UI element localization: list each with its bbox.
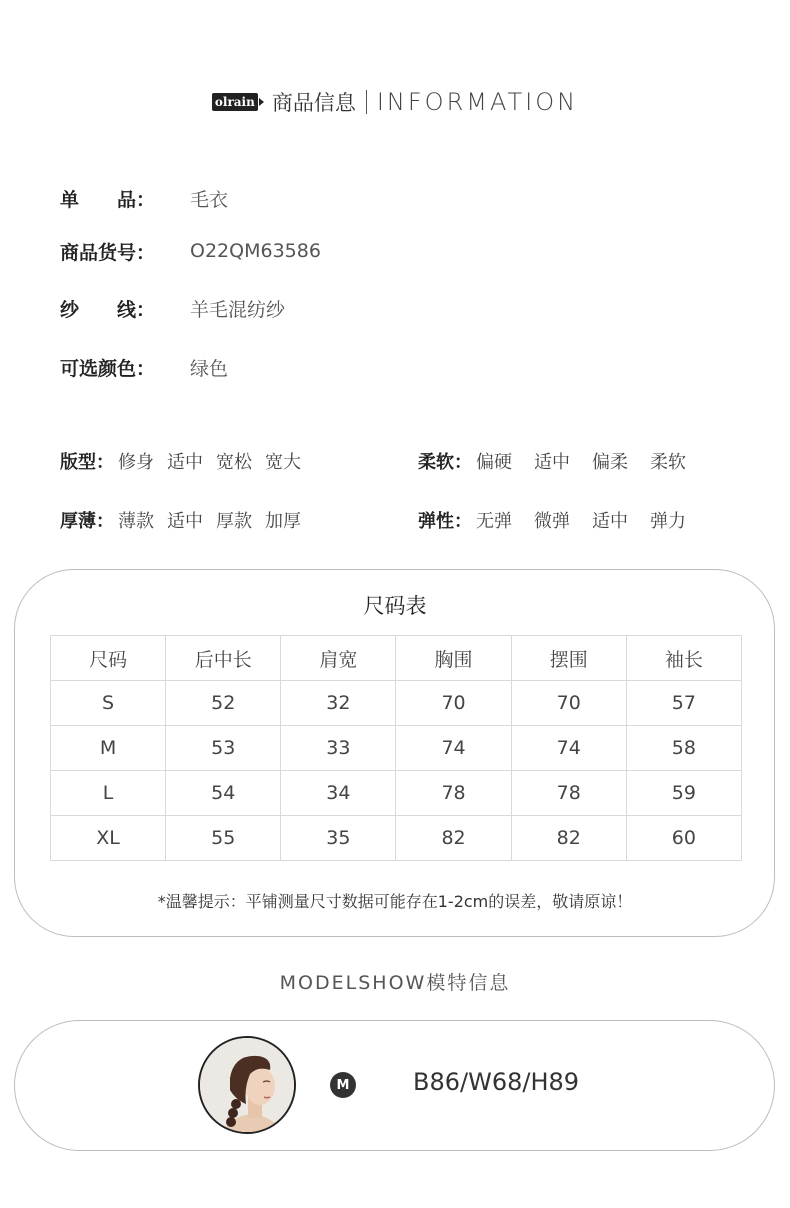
table-cell: 52	[166, 681, 281, 726]
table-cell: XL	[51, 816, 166, 861]
table-cell: 74	[511, 726, 626, 771]
attr-option: 宽大	[265, 452, 301, 473]
info-row-yarn	[60, 293, 285, 323]
brand-name: olrain	[212, 93, 258, 111]
info-row-color	[60, 352, 228, 382]
size-note: *温馨提示：平铺测量尺寸数据可能存在1-2cm的误差，敬请原谅！	[157, 892, 633, 911]
info-label: 商品货号：	[60, 241, 156, 264]
attr-label: 版型：	[60, 452, 114, 473]
table-cell: 54	[166, 771, 281, 816]
model-measurements: B86/W68/H89	[413, 1068, 580, 1096]
attr-label: 厚薄：	[60, 511, 114, 532]
info-row-item	[60, 183, 228, 213]
table-row	[51, 816, 742, 861]
table-header-cell: 摆围	[511, 636, 626, 681]
table-header-row	[51, 636, 742, 681]
attr-option-selected: 适中	[167, 448, 203, 474]
table-cell: 32	[281, 681, 396, 726]
table-cell: 60	[626, 816, 741, 861]
attr-option-selected: 适中	[534, 448, 570, 474]
table-header-cell: 后中长	[166, 636, 281, 681]
table-cell: 58	[626, 726, 741, 771]
model-size-badge: M	[330, 1072, 356, 1098]
attr-option: 弹力	[650, 511, 686, 532]
header-title-cn: 商品信息	[271, 91, 356, 115]
table-cell: 34	[281, 771, 396, 816]
attr-elasticity	[418, 505, 686, 535]
table-header-cell: 尺码	[51, 636, 166, 681]
info-value: 毛衣	[190, 188, 229, 211]
table-cell: S	[51, 681, 166, 726]
table-row	[51, 681, 742, 726]
table-cell: 53	[166, 726, 281, 771]
model-card	[14, 1020, 775, 1151]
table-cell: 78	[396, 771, 511, 816]
attr-option: 偏柔	[592, 452, 628, 473]
table-cell: 59	[626, 771, 741, 816]
model-section-title: MODELSHOW模特信息	[279, 972, 511, 994]
table-cell: 35	[281, 816, 396, 861]
attr-option: 宽松	[216, 452, 252, 473]
attr-fit	[60, 446, 301, 476]
info-label: 单 品：	[60, 188, 156, 211]
attr-option: 薄款	[118, 511, 154, 532]
info-label: 可选颜色：	[60, 357, 156, 380]
table-cell: 33	[281, 726, 396, 771]
attr-option-selected: 适中	[167, 507, 203, 533]
table-cell: 70	[511, 681, 626, 726]
attr-softness	[418, 446, 686, 476]
attr-label: 柔软：	[418, 452, 472, 473]
attr-option: 柔软	[650, 452, 686, 473]
header-title-en: INFORMATION	[376, 88, 579, 116]
table-cell: 82	[396, 816, 511, 861]
table-cell: 70	[396, 681, 511, 726]
table-cell: 55	[166, 816, 281, 861]
info-value: O22QM63586	[190, 240, 321, 262]
size-table	[50, 635, 742, 861]
attr-option: 微弹	[534, 511, 570, 532]
info-value: 绿色	[190, 357, 229, 380]
attr-option: 修身	[118, 452, 154, 473]
table-row	[51, 726, 742, 771]
table-cell: 78	[511, 771, 626, 816]
table-cell: M	[51, 726, 166, 771]
attr-option-selected: 适中	[592, 507, 628, 533]
attr-thickness	[60, 505, 301, 535]
attr-label: 弹性：	[418, 511, 472, 532]
table-cell: L	[51, 771, 166, 816]
info-value: 羊毛混纺纱	[190, 298, 286, 321]
header-divider	[366, 90, 367, 114]
section-header	[0, 86, 790, 118]
size-chart-title: 尺码表	[363, 594, 427, 618]
attr-option: 加厚	[265, 511, 301, 532]
model-portrait-image	[200, 1038, 296, 1134]
table-row	[51, 771, 742, 816]
info-row-sku	[60, 236, 321, 266]
table-header-cell: 肩宽	[281, 636, 396, 681]
table-header-cell: 胸围	[396, 636, 511, 681]
table-cell: 57	[626, 681, 741, 726]
info-label: 纱 线：	[60, 298, 156, 321]
model-avatar	[198, 1036, 296, 1134]
table-cell: 82	[511, 816, 626, 861]
attr-option: 无弹	[476, 511, 512, 532]
table-header-cell: 袖长	[626, 636, 741, 681]
attr-option: 厚款	[216, 511, 252, 532]
table-cell: 74	[396, 726, 511, 771]
play-triangle-icon	[259, 98, 264, 106]
attr-option: 偏硬	[476, 452, 512, 473]
brand-logo	[212, 93, 264, 111]
